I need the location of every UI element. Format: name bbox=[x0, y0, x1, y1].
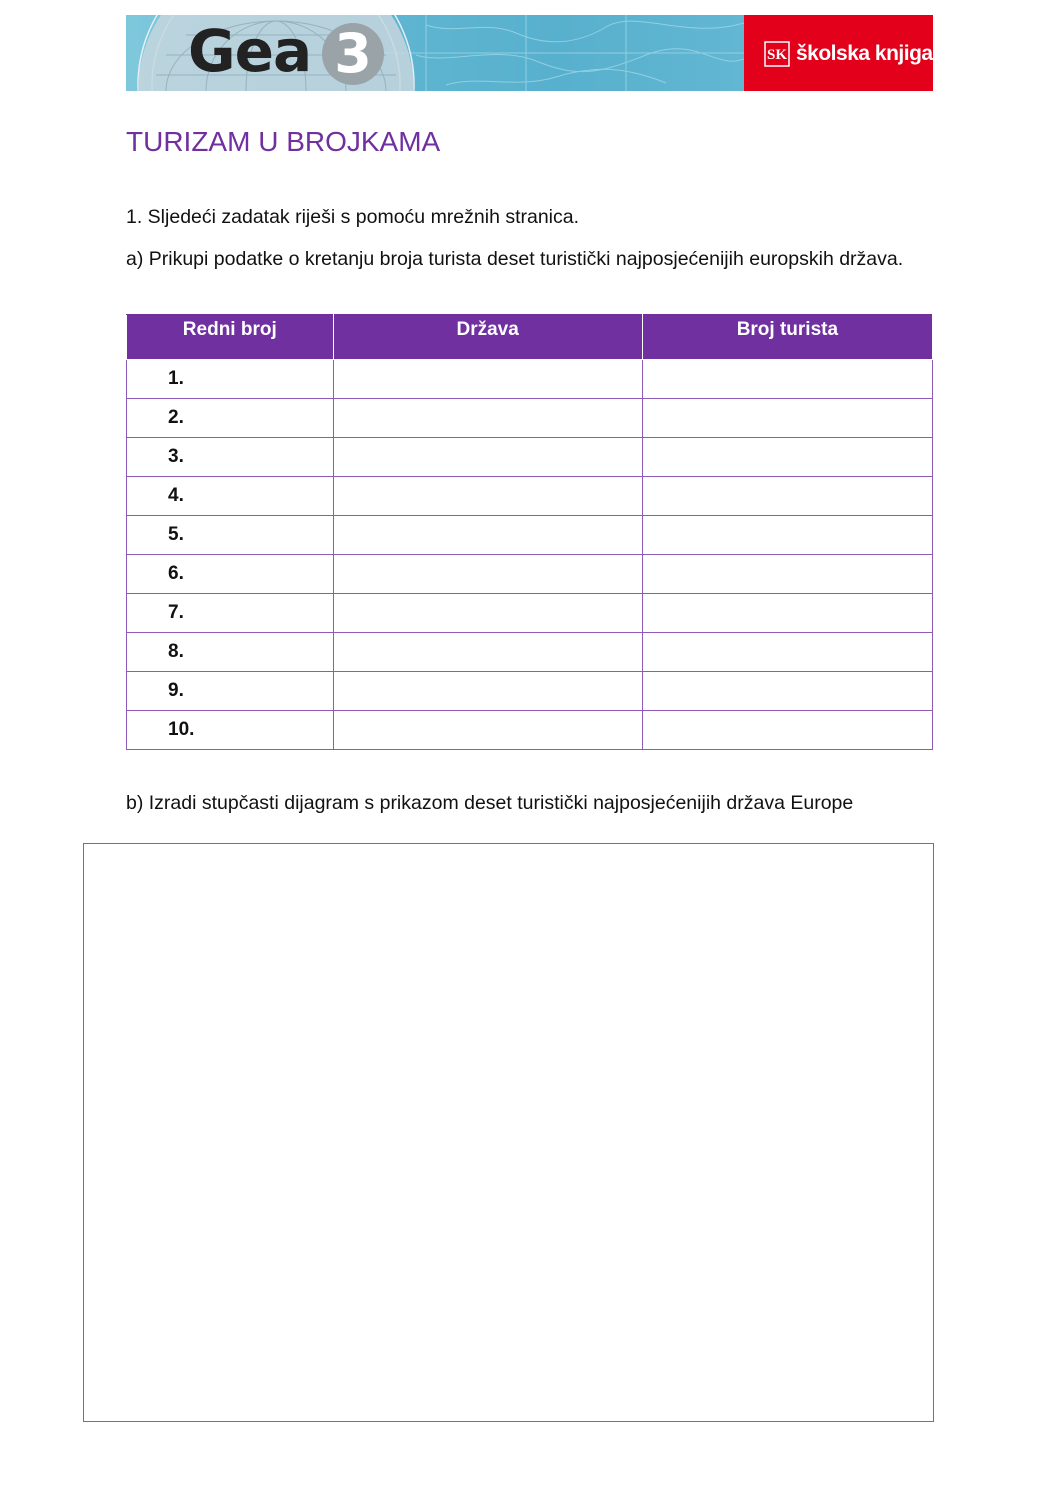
table-header-row bbox=[127, 315, 933, 360]
table-row bbox=[127, 555, 933, 594]
country-cell[interactable] bbox=[333, 516, 642, 555]
tourists-cell[interactable] bbox=[642, 438, 932, 477]
table-row bbox=[127, 711, 933, 750]
tourism-table bbox=[126, 314, 933, 750]
diagram-drawing-area[interactable] bbox=[83, 843, 934, 1422]
column-header-tourists: Broj turista bbox=[642, 315, 932, 360]
country-cell[interactable] bbox=[333, 477, 642, 516]
rank-cell: 3. bbox=[127, 438, 334, 477]
task-a-instruction: a) Prikupi podatke o kretanju broja turista deset turistički najposjećenijih europskih država. bbox=[126, 248, 904, 270]
table-row bbox=[127, 594, 933, 633]
sk-logo-icon bbox=[764, 41, 790, 67]
tourists-cell[interactable] bbox=[642, 360, 932, 399]
country-cell[interactable] bbox=[333, 672, 642, 711]
country-cell[interactable] bbox=[333, 555, 642, 594]
publisher-name: školska knjiga bbox=[796, 42, 933, 65]
column-header-rank: Redni broj bbox=[127, 315, 334, 360]
table-row bbox=[127, 360, 933, 399]
tourists-cell[interactable] bbox=[642, 711, 932, 750]
rank-cell: 8. bbox=[127, 633, 334, 672]
task-b-instruction: b) Izradi stupčasti dijagram s prikazom deset turistički najposjećenijih država Europe bbox=[126, 792, 854, 814]
rank-cell: 9. bbox=[127, 672, 334, 711]
svg-text:SK: SK bbox=[767, 47, 788, 63]
page-title: TURIZAM U BROJKAMA bbox=[126, 126, 441, 157]
table-row bbox=[127, 516, 933, 555]
header-banner bbox=[126, 15, 933, 91]
tourists-cell[interactable] bbox=[642, 399, 932, 438]
tourists-cell[interactable] bbox=[642, 672, 932, 711]
country-cell[interactable] bbox=[333, 711, 642, 750]
task-1-instruction: 1. Sljedeći zadatak riješi s pomoću mrežnih stranica. bbox=[126, 206, 580, 228]
table-row bbox=[127, 438, 933, 477]
country-cell[interactable] bbox=[333, 633, 642, 672]
table-row bbox=[127, 477, 933, 516]
country-cell[interactable] bbox=[333, 360, 642, 399]
tourists-cell[interactable] bbox=[642, 477, 932, 516]
rank-cell: 1. bbox=[127, 360, 334, 399]
country-cell[interactable] bbox=[333, 594, 642, 633]
table-row bbox=[127, 399, 933, 438]
country-cell[interactable] bbox=[333, 399, 642, 438]
tourists-cell[interactable] bbox=[642, 516, 932, 555]
tourists-cell[interactable] bbox=[642, 555, 932, 594]
column-header-country: Država bbox=[333, 315, 642, 360]
map-background bbox=[126, 15, 744, 91]
rank-cell: 5. bbox=[127, 516, 334, 555]
rank-cell: 6. bbox=[127, 555, 334, 594]
country-cell[interactable] bbox=[333, 438, 642, 477]
table-row bbox=[127, 672, 933, 711]
logo-number: 3 bbox=[322, 23, 384, 85]
rank-cell: 10. bbox=[127, 711, 334, 750]
rank-cell: 7. bbox=[127, 594, 334, 633]
rank-cell: 2. bbox=[127, 399, 334, 438]
tourists-cell[interactable] bbox=[642, 633, 932, 672]
table-row bbox=[127, 633, 933, 672]
tourists-cell[interactable] bbox=[642, 594, 932, 633]
rank-cell: 4. bbox=[127, 477, 334, 516]
logo-title: Gea bbox=[188, 17, 312, 85]
publisher-logo bbox=[744, 15, 933, 91]
